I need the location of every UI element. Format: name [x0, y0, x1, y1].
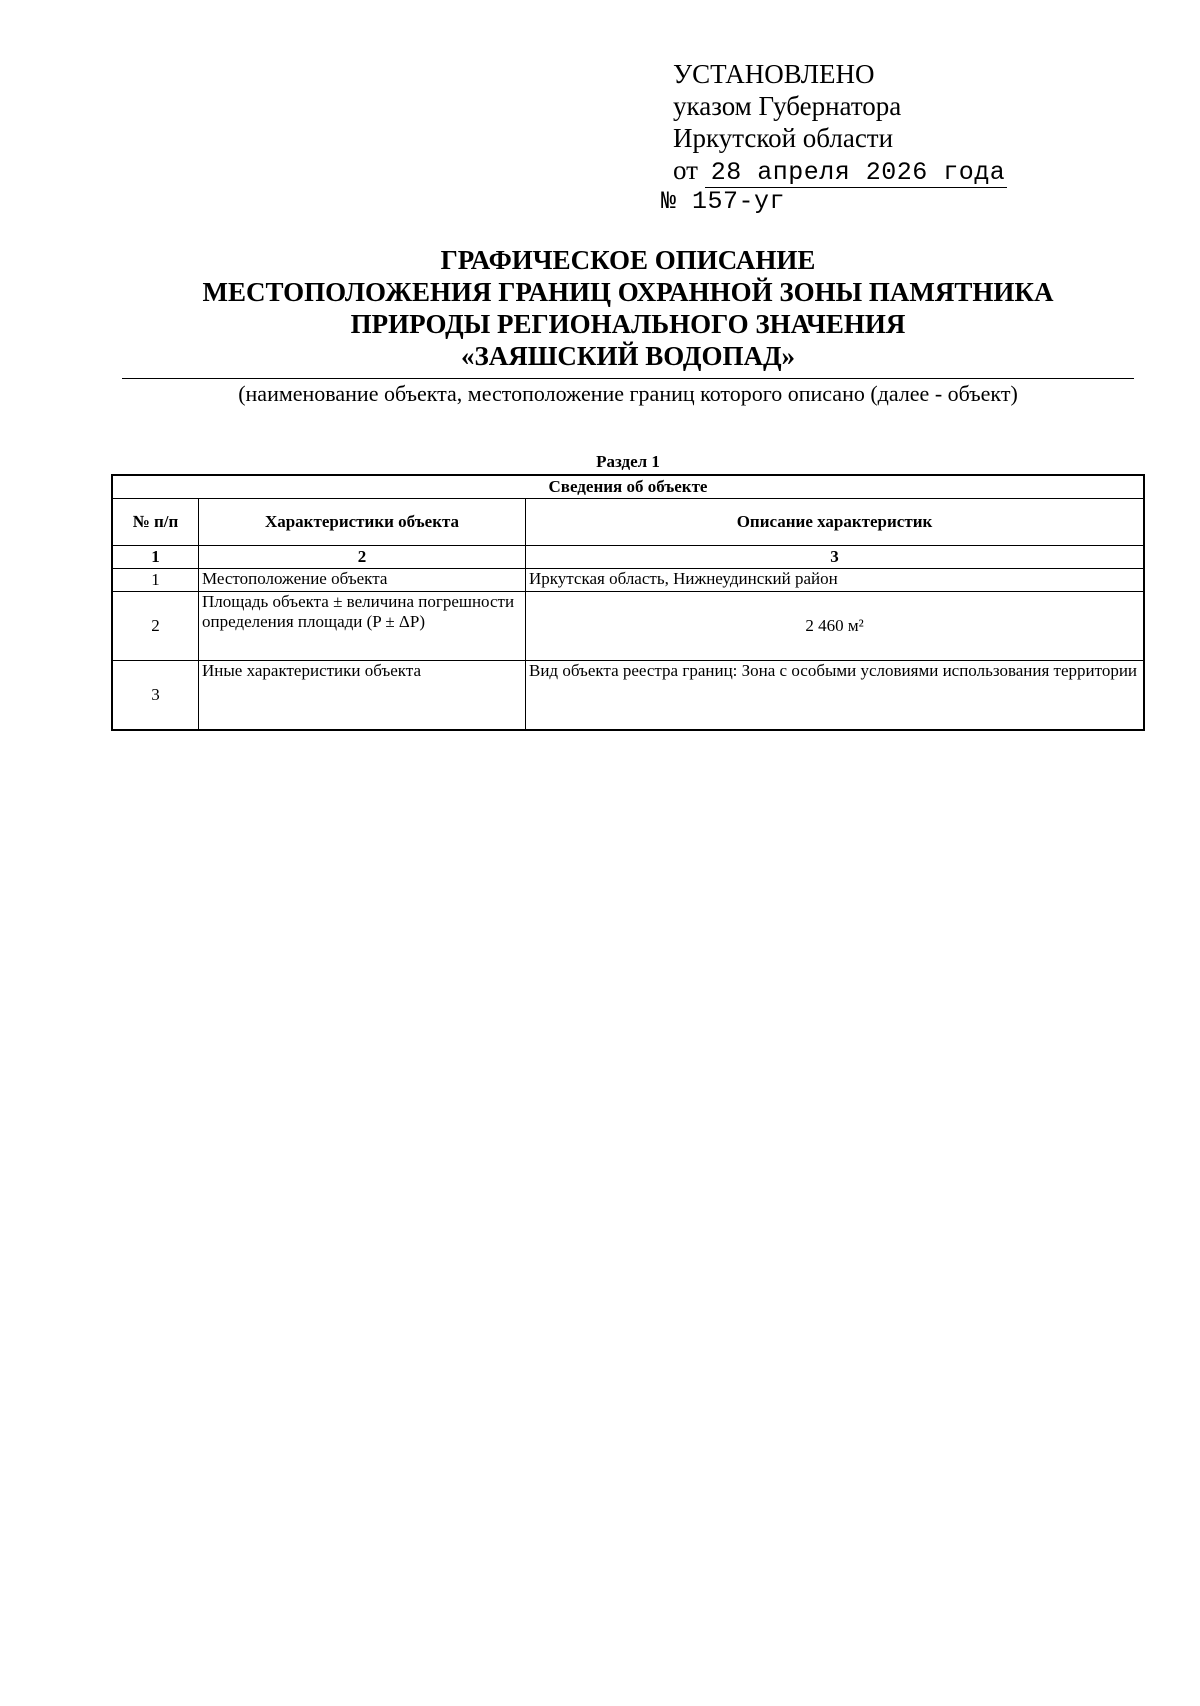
title-underline	[122, 378, 1134, 379]
row-description: Иркутская область, Нижнеудинский район	[526, 569, 1145, 592]
column-number-1: 1	[112, 546, 199, 569]
approval-block	[661, 58, 1013, 218]
title-line-1: ГРАФИЧЕСКОЕ ОПИСАНИЕ	[440, 245, 816, 275]
row-characteristic: Иные характеристики объекта	[199, 661, 526, 731]
document-title	[120, 244, 1136, 372]
approval-date-row	[673, 154, 1013, 188]
row-characteristic: Местоположение объекта	[199, 569, 526, 592]
table-row	[112, 661, 1144, 731]
title-line-3: ПРИРОДЫ РЕГИОНАЛЬНОГО ЗНАЧЕНИЯ	[350, 309, 906, 339]
row-number: 1	[112, 569, 199, 592]
row-description: Вид объекта реестра границ: Зона с особыми условиями использования территории	[526, 661, 1145, 731]
row-description: 2 460 м²	[526, 592, 1145, 661]
column-number-2: 2	[199, 546, 526, 569]
date-prefix: от	[673, 155, 698, 185]
table-row	[112, 592, 1144, 661]
approval-decree-line: указом Губернатора	[673, 91, 902, 121]
row-number: 3	[112, 661, 199, 731]
title-caption: (наименование объекта, местоположение границ которого описано (далее - объект)	[238, 381, 1018, 406]
row-number: 2	[112, 592, 199, 661]
header-characteristic: Характеристики объекта	[199, 499, 526, 546]
table-header-row	[112, 499, 1144, 546]
approval-region-line: Иркутской области	[673, 123, 894, 153]
number-prefix: №	[661, 187, 677, 216]
title-line-2: МЕСТОПОЛОЖЕНИЯ ГРАНИЦ ОХРАННОЙ ЗОНЫ ПАМЯТНИКА	[202, 277, 1054, 307]
decree-number: 157-уг	[692, 187, 786, 216]
header-number: № п/п	[112, 499, 199, 546]
table-row	[112, 569, 1144, 592]
approval-status: УСТАНОВЛЕНО	[673, 59, 875, 89]
column-number-3: 3	[526, 546, 1145, 569]
approval-number-row	[661, 186, 1013, 218]
section-label: Раздел 1	[596, 452, 660, 471]
decree-date: 28 апреля 2026 года	[705, 159, 1008, 188]
header-description: Описание характеристик	[526, 499, 1145, 546]
object-info-table	[111, 474, 1145, 731]
column-numbers-row	[112, 546, 1144, 569]
row-characteristic: Площадь объекта ± величина погрешности определения площади (P ± ΔP)	[199, 592, 526, 661]
table-title-row	[112, 475, 1144, 499]
title-line-4: «ЗАЯШСКИЙ ВОДОПАД»	[460, 341, 796, 371]
table-title: Сведения об объекте	[112, 475, 1144, 499]
